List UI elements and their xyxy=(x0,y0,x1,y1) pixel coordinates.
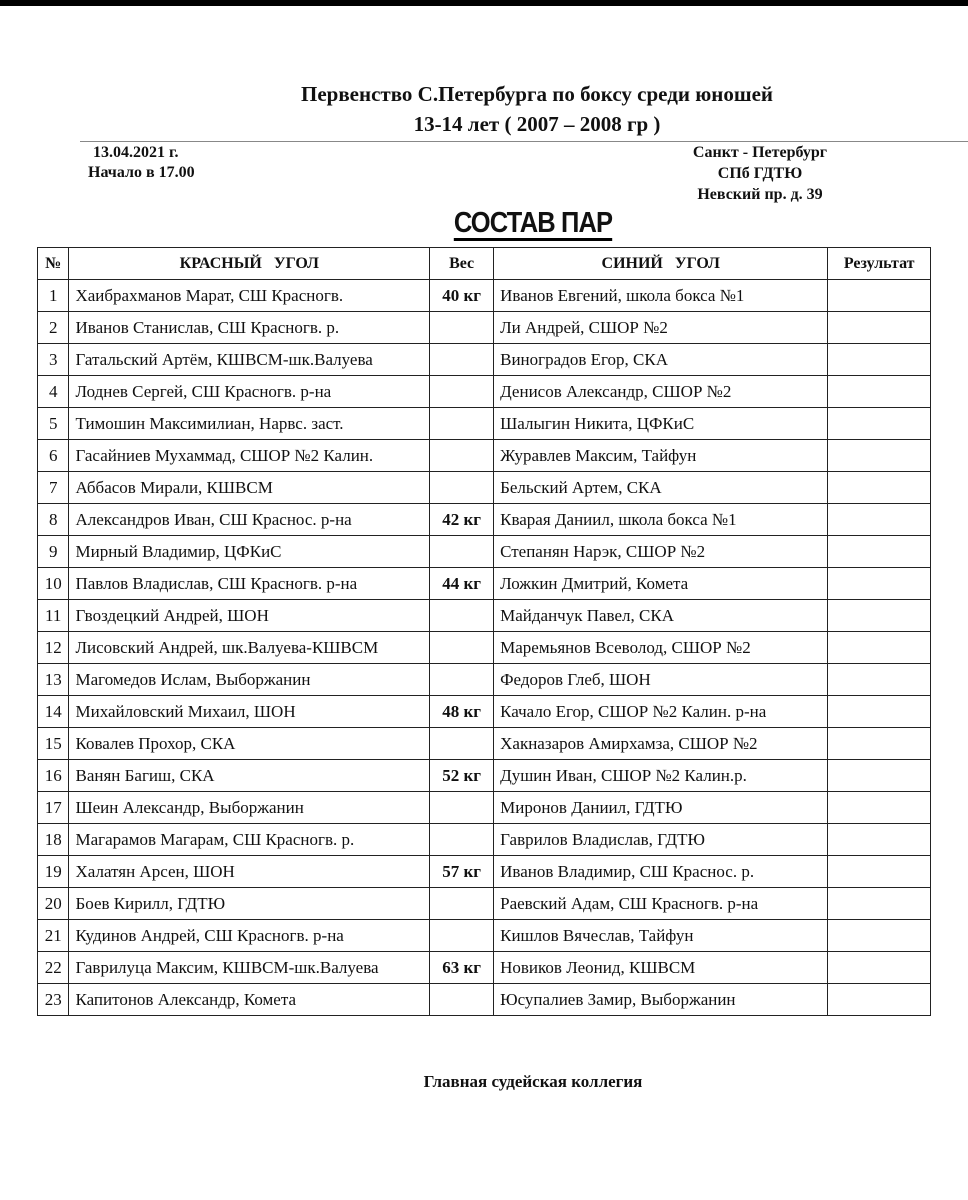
row-number: 18 xyxy=(38,824,69,856)
weight-cell xyxy=(430,632,494,664)
blue-corner-cell: Гаврилов Владислав, ГДТЮ xyxy=(494,824,828,856)
table-row xyxy=(38,920,931,952)
weight-cell: 57 кг xyxy=(430,856,494,888)
column-header-blue-corner: СИНИЙ УГОЛ xyxy=(494,248,828,280)
red-corner-cell: Шеин Александр, Выборжанин xyxy=(69,792,430,824)
result-cell xyxy=(828,792,931,824)
blue-corner-cell: Качало Егор, СШОР №2 Калин. р-на xyxy=(494,696,828,728)
event-start: Начало в 17.00 xyxy=(88,164,195,181)
row-number: 17 xyxy=(38,792,69,824)
weight-cell xyxy=(430,824,494,856)
result-cell xyxy=(828,600,931,632)
table-row xyxy=(38,568,931,600)
event-time-block xyxy=(88,143,195,183)
red-corner-cell: Капитонов Александр, Комета xyxy=(69,984,430,1016)
row-number: 12 xyxy=(38,632,69,664)
blue-corner-cell: Майданчук Павел, СКА xyxy=(494,600,828,632)
table-row xyxy=(38,760,931,792)
table-row xyxy=(38,888,931,920)
row-number: 20 xyxy=(38,888,69,920)
row-number: 16 xyxy=(38,760,69,792)
result-cell xyxy=(828,568,931,600)
table-row xyxy=(38,504,931,536)
table-row xyxy=(38,280,931,312)
result-cell xyxy=(828,824,931,856)
red-corner-cell: Ванян Багиш, СКА xyxy=(69,760,430,792)
row-number: 7 xyxy=(38,472,69,504)
weight-cell xyxy=(430,376,494,408)
table-row xyxy=(38,792,931,824)
table-row xyxy=(38,696,931,728)
table-row xyxy=(38,984,931,1016)
weight-cell xyxy=(430,536,494,568)
row-number: 15 xyxy=(38,728,69,760)
result-cell xyxy=(828,696,931,728)
result-cell xyxy=(828,344,931,376)
row-number: 10 xyxy=(38,568,69,600)
blue-corner-cell: Душин Иван, СШОР №2 Калин.р. xyxy=(494,760,828,792)
result-cell xyxy=(828,504,931,536)
event-date: 13.04.2021 г. xyxy=(93,144,179,161)
row-number: 3 xyxy=(38,344,69,376)
red-corner-cell: Гвоздецкий Андрей, ШОН xyxy=(69,600,430,632)
result-cell xyxy=(828,408,931,440)
result-cell xyxy=(828,312,931,344)
blue-corner-cell: Иванов Владимир, СШ Краснос. р. xyxy=(494,856,828,888)
red-corner-cell: Аббасов Мирали, КШВСМ xyxy=(69,472,430,504)
weight-cell xyxy=(430,472,494,504)
red-corner-cell: Гаврилуца Максим, КШВСМ-шк.Валуева xyxy=(69,952,430,984)
table-row xyxy=(38,952,931,984)
red-corner-cell: Гасайниев Мухаммад, СШОР №2 Калин. xyxy=(69,440,430,472)
column-header-red-corner: КРАСНЫЙ УГОЛ xyxy=(69,248,430,280)
blue-corner-cell: Хакназаров Амирхамза, СШОР №2 xyxy=(494,728,828,760)
blue-corner-cell: Ложкин Дмитрий, Комета xyxy=(494,568,828,600)
weight-cell: 63 кг xyxy=(430,952,494,984)
weight-cell xyxy=(430,344,494,376)
result-cell xyxy=(828,888,931,920)
column-header-weight: Вес xyxy=(430,248,494,280)
blue-corner-cell: Кварая Даниил, школа бокса №1 xyxy=(494,504,828,536)
weight-cell xyxy=(430,664,494,696)
table-row xyxy=(38,376,931,408)
blue-corner-cell: Ли Андрей, СШОР №2 xyxy=(494,312,828,344)
result-cell xyxy=(828,728,931,760)
red-corner-cell: Мирный Владимир, ЦФКиС xyxy=(69,536,430,568)
blue-corner-cell: Иванов Евгений, школа бокса №1 xyxy=(494,280,828,312)
weight-cell xyxy=(430,984,494,1016)
row-number: 21 xyxy=(38,920,69,952)
pairs-table xyxy=(37,247,931,1016)
row-number: 1 xyxy=(38,280,69,312)
result-cell xyxy=(828,664,931,696)
table-row xyxy=(38,728,931,760)
blue-corner-cell: Раевский Адам, СШ Красногв. р-на xyxy=(494,888,828,920)
row-number: 5 xyxy=(38,408,69,440)
red-corner-cell: Гатальский Артём, КШВСМ-шк.Валуева xyxy=(69,344,430,376)
red-corner-cell: Тимошин Максимилиан, Нарвс. заст. xyxy=(69,408,430,440)
weight-cell: 42 кг xyxy=(430,504,494,536)
section-heading-text: СОСТАВ ПАР xyxy=(453,207,613,239)
red-corner-cell: Магарамов Магарам, СШ Красногв. р. xyxy=(69,824,430,856)
red-corner-cell: Михайловский Михаил, ШОН xyxy=(69,696,430,728)
weight-cell: 52 кг xyxy=(430,760,494,792)
document-subtitle: 13-14 лет ( 2007 – 2008 гр ) xyxy=(413,112,661,136)
weight-cell xyxy=(430,440,494,472)
red-corner-cell: Иванов Станислав, СШ Красногв. р. xyxy=(69,312,430,344)
red-corner-cell: Боев Кирилл, ГДТЮ xyxy=(69,888,430,920)
table-row xyxy=(38,440,931,472)
table-row xyxy=(38,312,931,344)
result-cell xyxy=(828,920,931,952)
event-city: Санкт - Петербург xyxy=(692,144,828,161)
event-venue: СПб ГДТЮ xyxy=(717,165,803,182)
red-corner-cell: Магомедов Ислам, Выборжанин xyxy=(69,664,430,696)
column-header-number: № xyxy=(38,248,69,280)
weight-cell xyxy=(430,408,494,440)
table-row xyxy=(38,600,931,632)
red-corner-cell: Лоднев Сергей, СШ Красногв. р-на xyxy=(69,376,430,408)
table-row xyxy=(38,856,931,888)
blue-corner-cell: Юсупалиев Замир, Выборжанин xyxy=(494,984,828,1016)
blue-corner-cell: Виноградов Егор, СКА xyxy=(494,344,828,376)
result-cell xyxy=(828,536,931,568)
weight-cell xyxy=(430,792,494,824)
blue-corner-cell: Новиков Леонид, КШВСМ xyxy=(494,952,828,984)
weight-cell: 40 кг xyxy=(430,280,494,312)
weight-cell xyxy=(430,888,494,920)
blue-corner-cell: Степанян Нарэк, СШОР №2 xyxy=(494,536,828,568)
table-row xyxy=(38,536,931,568)
result-cell xyxy=(828,376,931,408)
blue-corner-cell: Журавлев Максим, Тайфун xyxy=(494,440,828,472)
weight-cell: 48 кг xyxy=(430,696,494,728)
document-title: Первенство С.Петербурга по боксу среди юношей xyxy=(301,82,773,106)
row-number: 23 xyxy=(38,984,69,1016)
weight-cell xyxy=(430,600,494,632)
event-location-block xyxy=(660,142,860,205)
column-header-result: Результат xyxy=(828,248,931,280)
result-cell xyxy=(828,472,931,504)
row-number: 14 xyxy=(38,696,69,728)
section-heading xyxy=(64,207,968,241)
row-number: 2 xyxy=(38,312,69,344)
row-number: 4 xyxy=(38,376,69,408)
row-number: 22 xyxy=(38,952,69,984)
weight-cell xyxy=(430,312,494,344)
blue-corner-cell: Шалыгин Никита, ЦФКиС xyxy=(494,408,828,440)
footer-signature: Главная судейская коллегия xyxy=(423,1072,643,1091)
result-cell xyxy=(828,280,931,312)
row-number: 11 xyxy=(38,600,69,632)
row-number: 19 xyxy=(38,856,69,888)
table-header-row xyxy=(38,248,931,280)
result-cell xyxy=(828,856,931,888)
row-number: 8 xyxy=(38,504,69,536)
weight-cell xyxy=(430,728,494,760)
weight-cell xyxy=(430,920,494,952)
weight-cell: 44 кг xyxy=(430,568,494,600)
result-cell xyxy=(828,984,931,1016)
blue-corner-cell: Денисов Александр, СШОР №2 xyxy=(494,376,828,408)
red-corner-cell: Халатян Арсен, ШОН xyxy=(69,856,430,888)
table-row xyxy=(38,632,931,664)
table-row xyxy=(38,472,931,504)
red-corner-cell: Хаибрахманов Марат, СШ Красногв. xyxy=(69,280,430,312)
blue-corner-cell: Бельский Артем, СКА xyxy=(494,472,828,504)
blue-corner-cell: Кишлов Вячеслав, Тайфун xyxy=(494,920,828,952)
row-number: 9 xyxy=(38,536,69,568)
red-corner-cell: Александров Иван, СШ Краснос. р-на xyxy=(69,504,430,536)
row-number: 6 xyxy=(38,440,69,472)
table-row xyxy=(38,824,931,856)
red-corner-cell: Лисовский Андрей, шк.Валуева-КШВСМ xyxy=(69,632,430,664)
result-cell xyxy=(828,440,931,472)
table-row xyxy=(38,408,931,440)
result-cell xyxy=(828,952,931,984)
blue-corner-cell: Маремьянов Всеволод, СШОР №2 xyxy=(494,632,828,664)
table-row xyxy=(38,344,931,376)
blue-corner-cell: Федоров Глеб, ШОН xyxy=(494,664,828,696)
result-cell xyxy=(828,760,931,792)
table-row xyxy=(38,664,931,696)
result-cell xyxy=(828,632,931,664)
row-number: 13 xyxy=(38,664,69,696)
red-corner-cell: Павлов Владислав, СШ Красногв. р-на xyxy=(69,568,430,600)
red-corner-cell: Ковалев Прохор, СКА xyxy=(69,728,430,760)
top-bar xyxy=(0,0,968,6)
red-corner-cell: Кудинов Андрей, СШ Красногв. р-на xyxy=(69,920,430,952)
blue-corner-cell: Миронов Даниил, ГДТЮ xyxy=(494,792,828,824)
event-address: Невский пр. д. 39 xyxy=(697,186,823,203)
